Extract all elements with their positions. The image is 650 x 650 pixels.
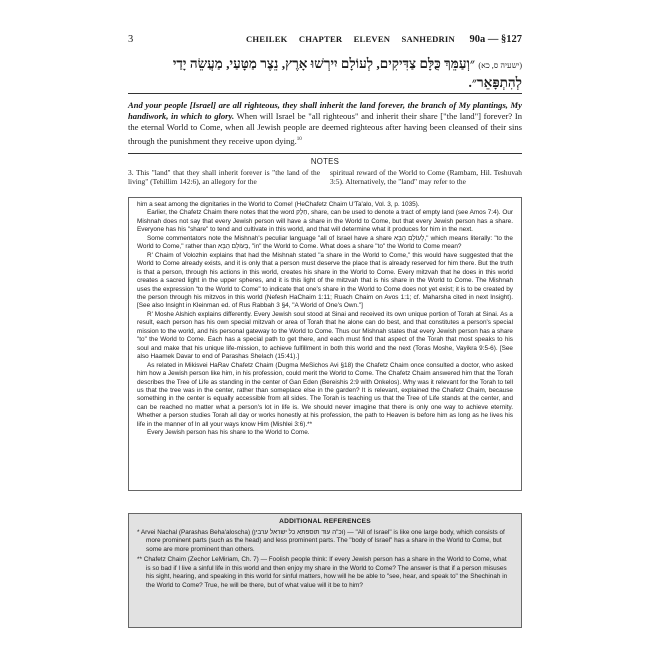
divider — [128, 153, 522, 154]
english-translation — [128, 100, 522, 147]
notes-label: NOTES — [310, 157, 340, 166]
hebrew-verse — [128, 55, 522, 91]
insight-paragraph: Some commentators note the Mishnah's peculiar language "all of Israel have a share לָעוֹלָם הַבָּא," which means literally: "to the World to Come," rather than בָּעוֹלָם הַבָּא, "in" the World to Come. What does a share "to" the World to Come mean? — [137, 234, 513, 251]
page-header — [128, 34, 522, 48]
notes-columns — [128, 168, 522, 187]
reference-item: * Arvei Nachal (Parashas Beha'aloscha) (וכ"ה עוד תוספתא כל ישראל ערבין) — "All of Israel" is like one large body, which consists of more prominent parts (such as the head) and less prominent parts. The "body of Israel" has a share in the World to Come, but some are more prominent than others. — [137, 528, 505, 553]
insight-paragraph: R' Moshe Alshich explains differently. Every Jewish soul stood at Sinai and received its own unique portion of Torah at Sinai. As a result, each person has his own special mitzvah or area of Torah that he alone can do best, and that constitutes a person's special mission to the world, and his personal gateway to the World to Come. Thus our Mishnah states that every Jewish person has a share "to" the World to Come. Each has a special path to get there, and each must find that aspect of the Torah that most speaks to his soul and make that his unique life-mission, to achieve fulfillment in both this world and the next (Toras Moshe, Vayikra 9:5-6). [See also Haamek Davar to end of Parashas Shelach (15:41).] — [137, 310, 513, 361]
translation-text: When will Israel be "all righteous" and inherit their share ["the land"] forever? In the eternal World to Come, when all Jewish people are deemed righteous after having been cleansed of their sins through the punishment they receive upon dying. — [128, 111, 522, 146]
insight-paragraph: him a seat among the dignitaries in the World to Come! (HeChafetz Chaim U'Ta'alo, Vol. 3, p. 1035). — [137, 201, 420, 208]
reference-item: ** Chafetz Chaim (Zechor LeMiriam, Ch. 7) — Foolish people think: If every Jewish person has a share in the World to Come, what is so bad if I live a sinful life in this world and then enjoy my share in the World to Come? The answer is that if a person misuses his sight, hearing, and speaking in this world for sinful matters, how will he be able to "see, hear, and speak to" the Shechinah in the World to Come? True, he will be there, but of what value will it be to him? — [137, 556, 508, 589]
references-title: ADDITIONAL REFERENCES — [279, 518, 371, 525]
footnote-marker[interactable]: 10 — [296, 136, 302, 142]
insight-paragraph: Earlier, the Chafetz Chaim there notes that the word חֵלֶק, share, can be used to denote a tract of empty land (see Amos 7:4). Our Mishnah does not say that every Jewish person will have a share in the World to Come, but that every Jewish person has a share. Everyone has his "share" to tend and cultivate in this world, and that will determine what it produces for him in the next. — [137, 209, 513, 234]
running-title: CHEILEK CHAPTER ELEVEN SANHEDRIN — [246, 34, 455, 44]
divider — [128, 93, 522, 94]
notes-column-left: 3. This "land" that they shall inherit forever is "the land of the living" (Tehillim 142:6), an allegory for the — [128, 168, 320, 187]
folio-reference: 90a — §127 — [469, 34, 522, 45]
hebrew-citation: (ישעיה ס, כא) — [478, 61, 522, 70]
translation-bold: And your people [Israel] are all righteous, they shall inherit the land forever, the branch of My plantings, My handiwork, in which to glory. — [128, 100, 522, 122]
insight-paragraph: R' Chaim of Volozhin explains that had the Mishnah stated "a share in the World to Come," this would have suggested that the World to Come already exists, and it is only that a person must deserve the place that is already reserved for him there. But the truth is that a person, through his actions in this world, creates his share in the World to Come. Every mitzvah that he does in this world creates a sacred light in the upper spheres, and it is this light of the mitzvah that is his share in the World to Come. The Mishnah uses the expression "to the World to Come" to indicate that one's share in the World to Come does not yet exist; it is to be created by the person through his mitzvos in this world (Nefesh HaChaim 1:11; Ruach Chaim on Avos 1:1; cf. Maharsha cited in next Insight). [See also Insight in Kleinman ed. of Rus Rabbah 3 §4, "A World of One's Own."] — [137, 251, 513, 310]
additional-references-box — [128, 513, 522, 628]
hebrew-verse-text: ״וְעַמֵּךְ כֻּלָּם צַדִּיקִים, לְעוֹלָם יִירְשׁוּ אָרֶץ, נֵצֶר מַטָּעַי, מַעֲשֵׂה יָדַי לְהִתְפָּאֵר״. — [172, 56, 522, 90]
insight-paragraph: Every Jewish person has his share to the World to Come. — [147, 429, 310, 437]
page-number: 3 — [128, 34, 134, 45]
insight-paragraph: As related in Mikisvei HaRav Chafetz Chaim (Dugma MeSichos Avi §18) the Chafetz Chaim once consulted a doctor, who asked him how a Jewish person like him, in his profession, could merit the World to Come. The Chafetz Chaim answered him that the Torah describes the Tree of Life as standing in the center of Gan Eden (Bereishis 2:9 with Onkelos). Why was it relevant for the Torah to tell us that the tree was in the center, rather than someplace else in the garden? It is relevant, explained the Chafetz Chaim, because something in the center is equally accessible from all sides. The Torah is teaching us that the Tree of Life stands at the center, and can be reached no matter what a person's lot in life is. We should never imagine that there is only one way to achieve eternity. Whether a person studies Torah all day or works honestly at his profession, the path to Heaven is before him as long as he lives his life in the manner of In all your ways know Him (Mishlei 3:6).** — [137, 361, 513, 428]
insight-box — [128, 197, 522, 491]
notes-column-right: spiritual reward of the World to Come (Rambam, Hil. Teshuvah 3:5). Alternatively, the "land" may refer to the — [330, 168, 522, 187]
